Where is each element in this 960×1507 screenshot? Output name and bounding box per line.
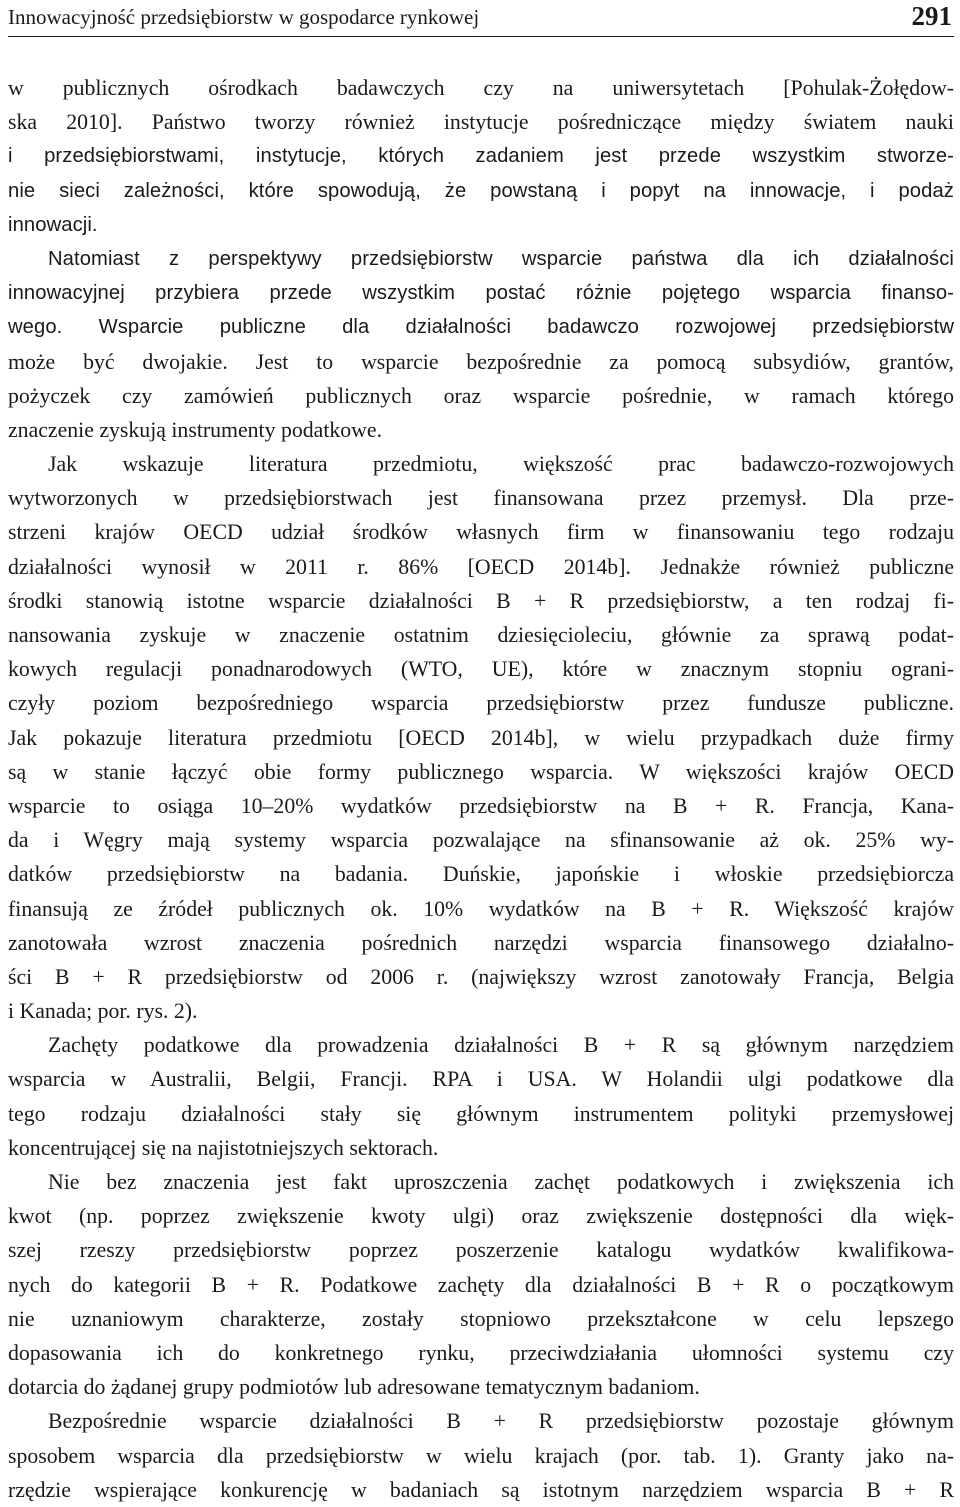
text-line: wsparcie to osiąga 10–20% wydatków przedsiębiorstw na B + R. Francja, Kana-	[8, 793, 954, 818]
text-line: nansowania zyskuje w znaczenie ostatnim dziesięcioleciu, głównie za sprawą podat-	[8, 623, 954, 647]
text-line: strzeni krajów OECD udział środków własnych firm w finansowaniu tego rodzaju	[8, 520, 954, 545]
text-line: innowacyjnej przybiera przede wszystkim postać różnie pojętego wsparcia finanso-	[8, 282, 954, 305]
text-line: koncentrującej się na najistotniejszych sektorach.	[8, 1135, 439, 1160]
text-line: i Kanada; por. rys. 2).	[8, 999, 198, 1024]
text-line: ści B + R przedsiębiorstw od 2006 r. (największy wzrost zanotowały Francja, Belgia	[8, 964, 954, 989]
paragraph-first-line: Jak wskazuje literatura przedmiotu, większość prac badawczo-rozwojowych	[48, 452, 954, 477]
text-line: nie sieci zależności, które spowodują, że powstaną i popyt na innowacje, i podaż	[8, 179, 954, 202]
text-line: pożyczek czy zamówień publicznych oraz wsparcie pośrednie, w ramach którego	[8, 383, 954, 408]
document-page	[8, 0, 954, 1507]
text-line: działalności wynosił w 2011 r. 86% [OECD 2014b]. Jednakże również publiczne	[8, 554, 954, 579]
running-title: Innowacyjność przedsiębiorstw w gospodarce rynkowej	[8, 5, 480, 29]
text-line: sposobem wsparcia dla przedsiębiorstw w wielu krajach (por. tab. 1). Granty jako na-	[8, 1443, 954, 1468]
text-line: dopasowania ich do konkretnego rynku, przeciwdziałania ułomności systemu czy	[8, 1340, 954, 1365]
text-line: wytworzonych w przedsiębiorstwach jest finansowana przez przemysł. Dla prze-	[8, 486, 954, 511]
text-line: dotarcia do żądanej grupy podmiotów lub adresowane tematycznym badaniom.	[8, 1375, 700, 1400]
text-line: są w stanie łączyć obie formy publicznego wsparcia. W większości krajów OECD	[8, 759, 954, 784]
text-line: wsparcia w Australii, Belgii, Francji. RPA i USA. W Holandii ulgi podatkowe dla	[8, 1067, 954, 1092]
running-header	[8, 0, 954, 37]
text-line: nych do kategorii B + R. Podatkowe zachęty dla działalności B + R o początkowym	[8, 1272, 954, 1297]
page-number: 291	[911, 1, 952, 31]
text-line: i przedsiębiorstwami, instytucje, których zadaniem jest przede wszystkim stworze-	[8, 145, 954, 168]
text-line: wego. Wsparcie publiczne dla działalności badawczo rozwojowej przedsiębiorstw	[8, 316, 954, 339]
text-line: nie uznaniowym charakterze, zostały stopniowo przekształcone w celu lepszego	[8, 1306, 954, 1331]
text-line: środki stanowią istotne wsparcie działalności B + R przedsiębiorstw, a ten rodzaj fi-	[8, 588, 954, 613]
text-line: w publicznych ośrodkach badawczych czy na uniwersytetach [Pohulak-Żołędow-	[8, 76, 954, 100]
text-line: zanotowała wzrost znaczenia pośrednich narzędzi wsparcia finansowego działalno-	[8, 930, 954, 955]
paragraph-first-line: Nie bez znaczenia jest fakt uproszczenia zachęt podatkowych i zwiększenia ich	[48, 1170, 954, 1194]
paragraph-first-line: Natomiast z perspektywy przedsiębiorstw wsparcie państwa dla ich działalności	[48, 247, 954, 270]
paragraph-first-line: Zachęty podatkowe dla prowadzenia działalności B + R są głównym narzędziem	[48, 1033, 954, 1058]
text-line: Jak pokazuje literatura przedmiotu [OECD 2014b], w wielu przypadkach duże firmy	[8, 725, 954, 750]
body-text	[8, 71, 954, 1507]
text-line: datków przedsiębiorstw na badania. Duńskie, japońskie i włoskie przedsiębiorcza	[8, 862, 954, 887]
text-line: da i Węgry mają systemy wsparcia pozwalające na sfinansowanie aż ok. 25% wy-	[8, 828, 954, 853]
paragraph-first-line: Bezpośrednie wsparcie działalności B + R przedsiębiorstw pozostaje głównym	[48, 1409, 954, 1434]
text-line: czyły poziom bezpośredniego wsparcia przedsiębiorstw przez fundusze publiczne.	[8, 691, 954, 716]
text-line: kowych regulacji ponadnarodowych (WTO, UE), które w znacznym stopniu ograni-	[8, 657, 954, 682]
text-line: tego rodzaju działalności stały się głównym instrumentem polityki przemysłowej	[8, 1101, 954, 1126]
text-line: może być dwojakie. Jest to wsparcie bezpośrednie za pomocą subsydiów, grantów,	[8, 349, 954, 374]
text-line: szej rzeszy przedsiębiorstw poprzez poszerzenie katalogu wydatków kwalifikowa-	[8, 1238, 954, 1263]
text-line: kwot (np. poprzez zwiększenie kwoty ulgi) oraz zwiększenie dostępności dla więk-	[8, 1204, 954, 1229]
text-line: ska 2010]. Państwo tworzy również instytucje pośredniczące między światem nauki	[8, 110, 954, 135]
text-line: finansują ze źródeł publicznych ok. 10% wydatków na B + R. Większość krajów	[8, 896, 954, 921]
text-line: rzędzie wspierające konkurencję w badaniach są istotnym narzędziem wsparcia B + R	[8, 1477, 954, 1502]
text-line: innowacji.	[8, 213, 98, 236]
text-line: znaczenie zyskują instrumenty podatkowe.	[8, 417, 383, 442]
